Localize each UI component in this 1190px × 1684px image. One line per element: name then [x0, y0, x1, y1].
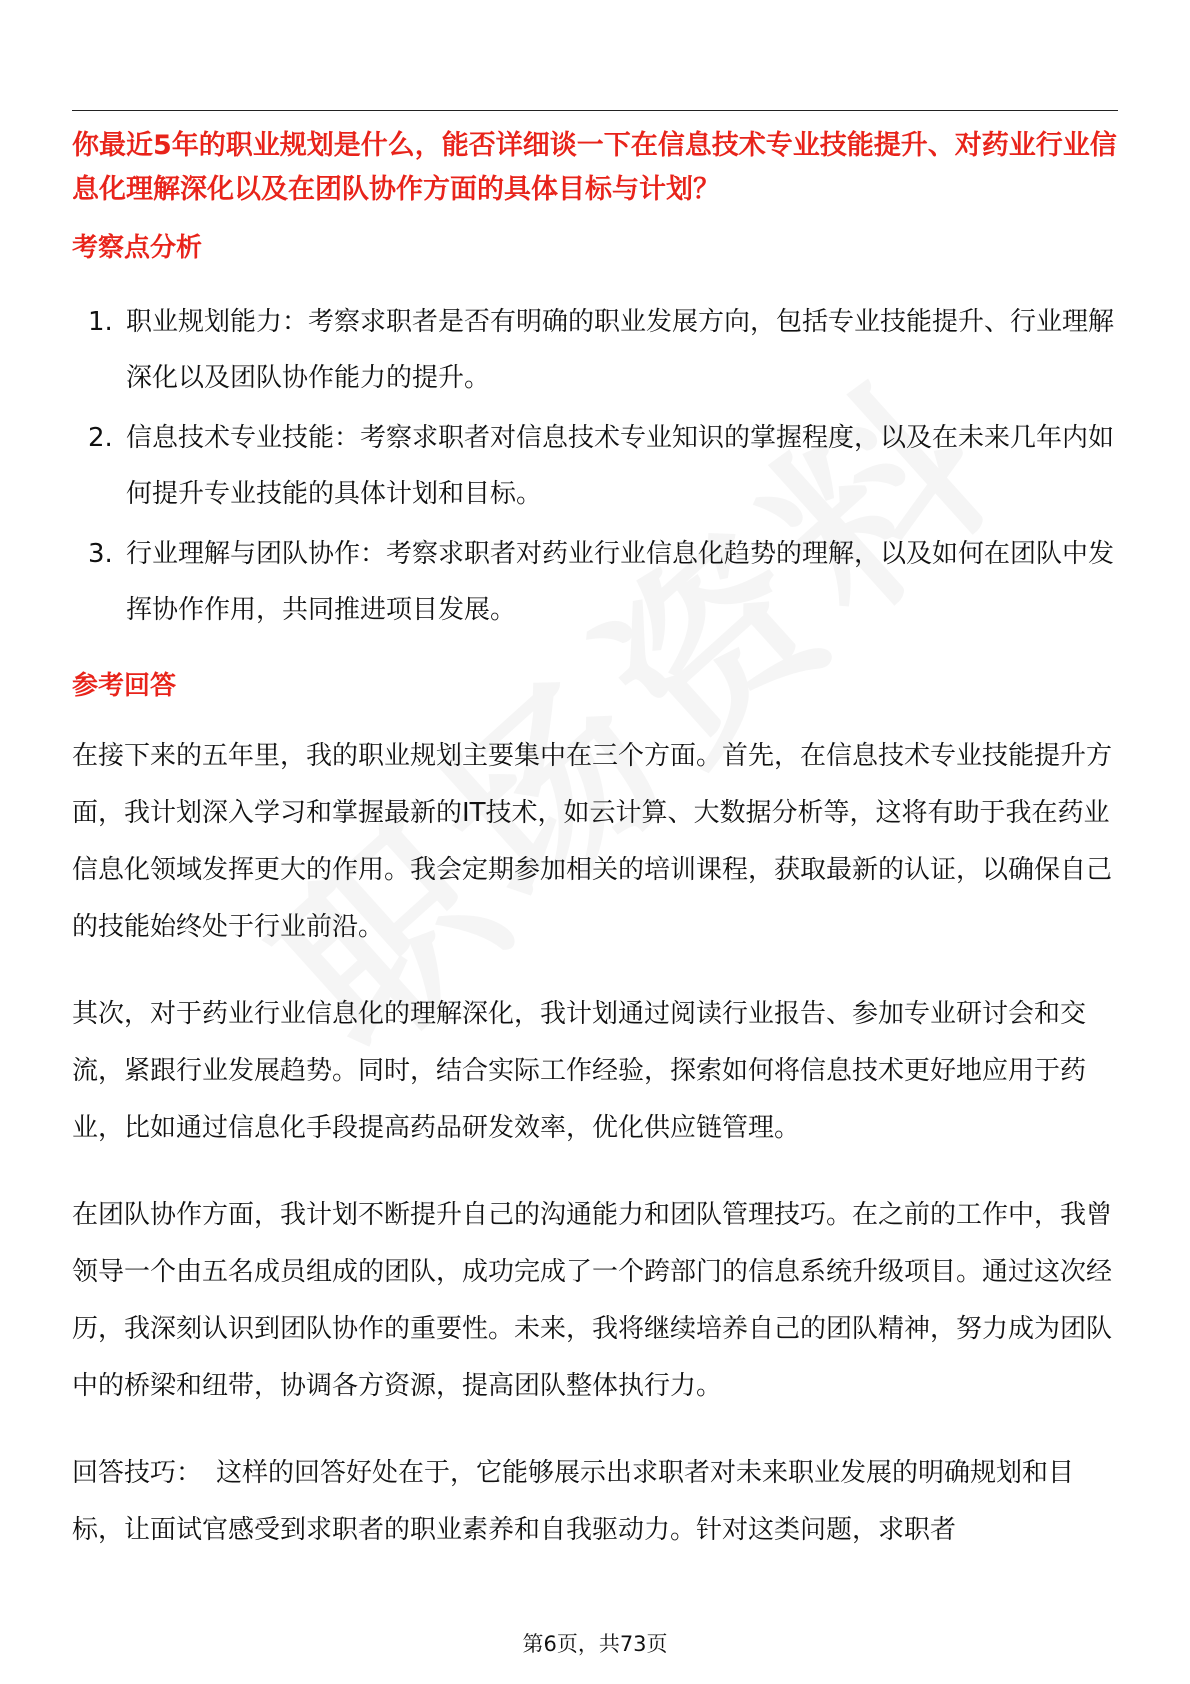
answer-tips	[72, 1445, 1118, 1559]
tips-label: 回答技巧：	[72, 1458, 203, 1488]
answer-heading: 参考回答	[72, 671, 177, 701]
analysis-list	[72, 294, 1118, 638]
answer-paragraph: 在团队协作方面，我计划不断提升自己的沟通能力和团队管理技巧。在之前的工作中，我曾领导一个由五名成员组成的团队，成功完成了一个跨部门的信息系统升级项目。通过这次经历，我深刻认识到团队协作的重要性。未来，我将继续培养自己的团队精神，努力成为团队中的桥梁和纽带，协调各方资源，提高团队整体执行力。	[72, 1200, 1113, 1401]
analysis-item-number: 2.	[88, 423, 113, 453]
answer-paragraph: 在接下来的五年里，我的职业规划主要集中在三个方面。首先，在信息技术专业技能提升方面，我计划深入学习和掌握最新的IT技术，如云计算、大数据分析等，这将有助于我在药业信息化领域发挥更大的作用。我会定期参加相关的培训课程，获取最新的认证，以确保自己的技能始终处于行业前沿。	[72, 741, 1113, 942]
page-number: 第6页，共73页	[522, 1632, 668, 1656]
page-content	[72, 124, 1118, 1559]
analysis-item-text: 信息技术专业技能：考察求职者对信息技术专业知识的掌握程度，以及在未来几年内如何提升专业技能的具体计划和目标。	[126, 423, 1115, 509]
tips-text: 这样的回答好处在于，它能够展示出求职者对未来职业发展的明确规划和目标，让面试官感受到求职者的职业素养和自我驱动力。针对这类问题，求职者	[72, 1458, 1075, 1545]
question-title: 你最近5年的职业规划是什么，能否详细谈一下在信息技术专业技能提升、对药业行业信息化理解深化以及在团队协作方面的具体目标与计划？	[72, 130, 1117, 205]
analysis-item	[72, 294, 1118, 406]
analysis-item-text: 职业规划能力：考察求职者是否有明确的职业发展方向，包括专业技能提升、行业理解深化以及团队协作能力的提升。	[126, 307, 1115, 393]
analysis-item-number: 3.	[88, 539, 113, 569]
analysis-item-number: 1.	[88, 307, 113, 337]
analysis-heading: 考察点分析	[72, 233, 203, 263]
analysis-item-text: 行业理解与团队协作：考察求职者对药业行业信息化趋势的理解，以及如何在团队中发挥协作作用，共同推进项目发展。	[126, 539, 1115, 625]
answer-paragraph: 其次，对于药业行业信息化的理解深化，我计划通过阅读行业报告、参加专业研讨会和交流，紧跟行业发展趋势。同时，结合实际工作经验，探索如何将信息技术更好地应用于药业，比如通过信息化手段提高药品研发效率，优化供应链管理。	[72, 999, 1087, 1143]
analysis-item	[72, 410, 1118, 522]
analysis-item	[72, 526, 1118, 638]
top-divider	[72, 110, 1118, 111]
